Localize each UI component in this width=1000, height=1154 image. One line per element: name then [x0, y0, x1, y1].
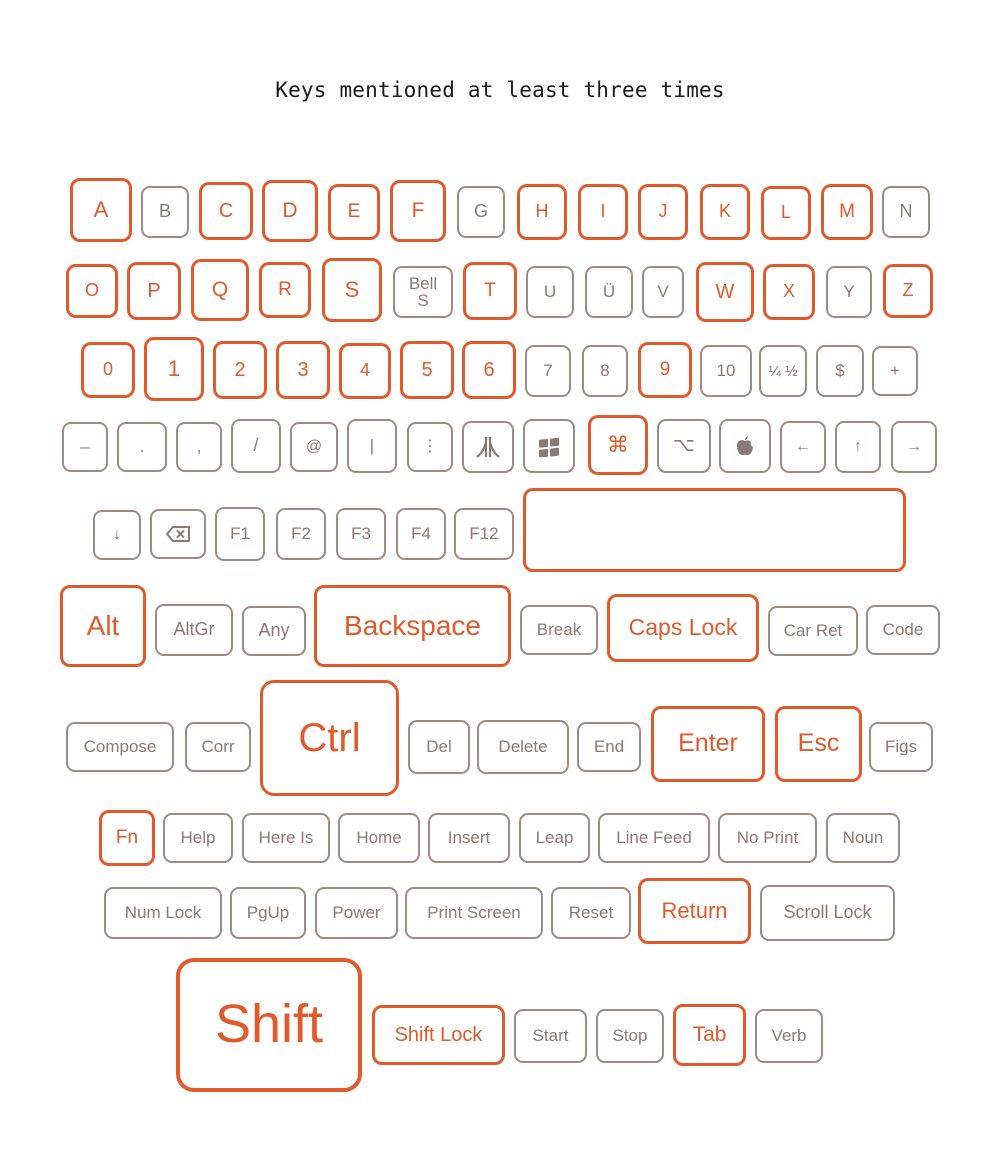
- key-label: $: [835, 360, 845, 380]
- key-label: Bell S: [408, 274, 438, 310]
- key-label: 5: [421, 359, 433, 381]
- key-label: 10: [716, 360, 736, 380]
- key-label: Any: [258, 620, 290, 641]
- key-label: Verb: [771, 1025, 807, 1045]
- key-label: I: [600, 201, 606, 222]
- key-label: U: [543, 281, 557, 301]
- key-delete-backward: [150, 509, 206, 559]
- key-c: [199, 182, 253, 240]
- key-label: F1: [230, 523, 250, 543]
- key-at: [290, 422, 338, 472]
- key-label: Insert: [447, 827, 491, 847]
- key-label: 0: [102, 359, 113, 380]
- key-ctrl: [260, 680, 399, 796]
- key-label: No Print: [736, 827, 799, 847]
- key-apple: [719, 419, 771, 473]
- key-car-ret: [768, 606, 858, 656]
- key-f2: [276, 508, 326, 560]
- key-label: 6: [483, 359, 495, 381]
- key-label: Figs: [884, 736, 918, 756]
- key-m: [821, 184, 873, 240]
- key-h: [517, 184, 567, 240]
- key-tab: [673, 1004, 746, 1066]
- key-pgup: [230, 887, 306, 939]
- key-label: Help: [180, 827, 216, 847]
- key-6: [462, 341, 516, 399]
- key-no-print: [718, 813, 817, 863]
- key-label: 9: [659, 358, 671, 380]
- key-u-umlaut: [585, 266, 633, 318]
- key-label: G: [473, 201, 488, 222]
- key-arrow-left: [780, 421, 826, 473]
- key-period: [117, 422, 167, 472]
- key-label: R: [278, 278, 292, 300]
- key-label: F: [411, 199, 425, 223]
- apple-icon: [735, 435, 755, 457]
- key-label: Y: [843, 281, 855, 301]
- key-plus: [872, 346, 918, 396]
- key-o: [66, 264, 118, 318]
- key-label: 3: [297, 359, 309, 381]
- key-label: Stop: [612, 1025, 648, 1045]
- key-corr: [185, 722, 251, 772]
- key-i: [578, 184, 628, 240]
- key-shift-lock: [372, 1005, 505, 1065]
- key-label: |: [369, 435, 375, 455]
- key-label: V: [657, 281, 669, 301]
- key-shift: [176, 958, 362, 1092]
- key-label: AltGr: [173, 619, 215, 640]
- key-fractions: [759, 345, 807, 397]
- key-8: [582, 345, 628, 397]
- key-windows: [523, 419, 575, 473]
- key-z: [883, 264, 933, 318]
- key-e: [328, 184, 380, 240]
- key-start: [514, 1009, 587, 1063]
- key-label: Alt: [86, 609, 120, 641]
- key-w: [696, 262, 754, 322]
- key-label: /: [253, 435, 259, 456]
- key-leap: [519, 813, 590, 863]
- key-num-lock: [104, 887, 222, 939]
- key-5: [400, 341, 454, 399]
- key-label: ¼ ½: [768, 362, 798, 380]
- key-label: Caps Lock: [628, 614, 738, 641]
- key-label: J: [658, 201, 668, 222]
- key-label: F3: [351, 523, 371, 543]
- key-r: [259, 262, 311, 318]
- key-3: [276, 341, 330, 399]
- key-k: [700, 184, 750, 240]
- key-label: T: [484, 279, 496, 301]
- key-comma: [176, 422, 222, 472]
- key-space: [523, 488, 906, 572]
- key-label: Code: [882, 619, 924, 639]
- key-break: [520, 605, 598, 655]
- key-label: 8: [600, 360, 610, 380]
- key-label: W: [715, 281, 735, 303]
- key-label: C: [218, 200, 234, 222]
- key-vertical-ellipsis: [407, 422, 453, 472]
- key-f3: [336, 508, 386, 560]
- key-verb: [755, 1009, 823, 1063]
- key-del: [408, 720, 470, 774]
- key-label: Power: [332, 902, 381, 922]
- key-label: Start: [532, 1025, 569, 1045]
- key-label: Ctrl: [298, 716, 361, 760]
- key-insert: [428, 813, 510, 863]
- key-label: B: [158, 201, 171, 222]
- key-command: [588, 415, 648, 475]
- key-j: [638, 184, 688, 240]
- key-label: 7: [543, 360, 553, 380]
- key-delete: [477, 720, 569, 774]
- key-alt: [60, 585, 146, 667]
- key-l: [761, 186, 811, 240]
- key-label: F2: [291, 523, 311, 543]
- key-label: Noun: [842, 827, 884, 847]
- key-label: ⌘: [607, 431, 629, 457]
- key-label: Ü: [602, 281, 616, 301]
- key-label: +: [890, 360, 900, 380]
- key-label: Backspace: [344, 609, 481, 641]
- key-label: N: [899, 201, 913, 222]
- key-p: [127, 262, 181, 320]
- key-label: ←: [795, 438, 811, 456]
- key-label: Reset: [568, 902, 614, 922]
- key-label: Compose: [83, 736, 157, 756]
- key-label: Z: [902, 280, 914, 301]
- key-u: [526, 266, 574, 318]
- key-arrow-up: [835, 421, 881, 473]
- key-arrow-right: [891, 421, 937, 473]
- key-label: ,: [196, 436, 202, 456]
- key-q: [191, 259, 249, 321]
- key-label: Line Feed: [616, 827, 692, 847]
- atari-icon: [475, 435, 501, 459]
- key-label: Leap: [535, 827, 574, 847]
- key-label: A: [93, 196, 109, 222]
- key-1: [144, 337, 204, 401]
- key-label: Here Is: [258, 827, 314, 847]
- key-label: @: [305, 438, 323, 456]
- key-noun: [826, 813, 900, 863]
- key-scroll-lock: [760, 885, 895, 941]
- key-2: [213, 341, 267, 399]
- key-s: [322, 258, 382, 322]
- key-label: .: [139, 436, 145, 456]
- key-label: ⋮: [422, 438, 438, 456]
- delete-backward-icon: [165, 525, 191, 543]
- key-label: →: [906, 438, 922, 456]
- key-label: 4: [359, 360, 370, 381]
- key-g: [457, 186, 505, 238]
- key-figs: [869, 722, 933, 772]
- key-label: D: [282, 199, 298, 223]
- key-power: [315, 887, 398, 939]
- key-label: F12: [469, 523, 499, 543]
- key-line-feed: [598, 813, 710, 863]
- key-home: [338, 813, 420, 863]
- key-label: Enter: [678, 729, 738, 758]
- key-label: Num Lock: [124, 902, 202, 922]
- key-label: F4: [411, 523, 431, 543]
- key-0: [81, 342, 135, 398]
- key-label: Q: [211, 278, 229, 302]
- key-4: [339, 343, 391, 399]
- key-b: [141, 186, 189, 238]
- key-any: [242, 606, 306, 656]
- key-f12: [454, 508, 514, 560]
- key-label: End: [593, 736, 625, 756]
- key-label: Print Screen: [427, 902, 521, 922]
- key-label: X: [782, 281, 795, 302]
- key-label: L: [780, 202, 791, 223]
- key-f: [390, 180, 446, 242]
- key-label: Shift: [214, 994, 324, 1055]
- key-here-is: [242, 813, 330, 863]
- key-label: E: [347, 200, 361, 222]
- key-atari: [462, 421, 514, 473]
- key-altgr: [155, 604, 233, 656]
- key-dash: [62, 422, 108, 472]
- key-label: M: [839, 200, 855, 222]
- key-x: [763, 264, 815, 320]
- key-slash: [231, 419, 281, 473]
- key-label: Fn: [115, 826, 139, 848]
- key-label: 1: [167, 355, 181, 381]
- key-compose: [66, 722, 174, 772]
- key-reset: [551, 887, 631, 939]
- key-caps-lock: [607, 594, 759, 662]
- key-label: 2: [234, 359, 246, 381]
- key-stop: [596, 1009, 664, 1063]
- key-return: [638, 878, 751, 944]
- key-label: Scroll Lock: [783, 902, 872, 923]
- key-label: P: [147, 280, 161, 302]
- page-title: Keys mentioned at least three times: [275, 78, 725, 102]
- key-label: Tab: [692, 1023, 727, 1047]
- key-f1: [215, 507, 265, 561]
- key-bell-s: [393, 266, 453, 318]
- key-d: [262, 180, 318, 242]
- key-code: [866, 605, 940, 655]
- key-label: PgUp: [246, 902, 290, 922]
- key-n: [882, 186, 930, 238]
- key-label: ↓: [113, 526, 121, 544]
- key-backspace: [314, 585, 511, 667]
- key-label: Del: [426, 736, 452, 756]
- key-label: Home: [356, 827, 402, 847]
- key-label: O: [84, 280, 99, 301]
- windows-icon: [537, 435, 561, 457]
- key-v: [642, 266, 684, 318]
- key-label: Esc: [797, 729, 840, 758]
- key-f4: [396, 508, 446, 560]
- key-label: ↑: [854, 438, 862, 456]
- key-10: [700, 345, 752, 397]
- key-pipe: [347, 419, 397, 473]
- key-label: ⌥: [673, 434, 695, 456]
- key-a: [70, 178, 132, 242]
- key-label: Break: [536, 619, 582, 639]
- key-print-screen: [405, 887, 543, 939]
- key-label: S: [344, 276, 360, 302]
- key-t: [463, 262, 517, 320]
- key-option: [657, 419, 711, 473]
- key-label: Return: [661, 897, 728, 923]
- key-dollar: [816, 345, 864, 397]
- key-esc: [775, 706, 862, 782]
- key-end: [577, 722, 641, 772]
- key-label: –: [80, 436, 90, 456]
- key-9: [638, 342, 692, 398]
- key-label: Shift Lock: [394, 1024, 483, 1046]
- key-fn: [99, 810, 155, 866]
- key-arrow-down: [93, 510, 141, 560]
- key-label: Corr: [201, 736, 235, 756]
- key-label: K: [718, 201, 731, 222]
- key-help: [163, 813, 233, 863]
- key-7: [525, 345, 571, 397]
- key-label: H: [535, 201, 549, 222]
- key-label: Delete: [498, 736, 548, 756]
- key-y: [826, 266, 872, 318]
- key-label: Car Ret: [783, 620, 843, 640]
- key-enter: [651, 706, 765, 782]
